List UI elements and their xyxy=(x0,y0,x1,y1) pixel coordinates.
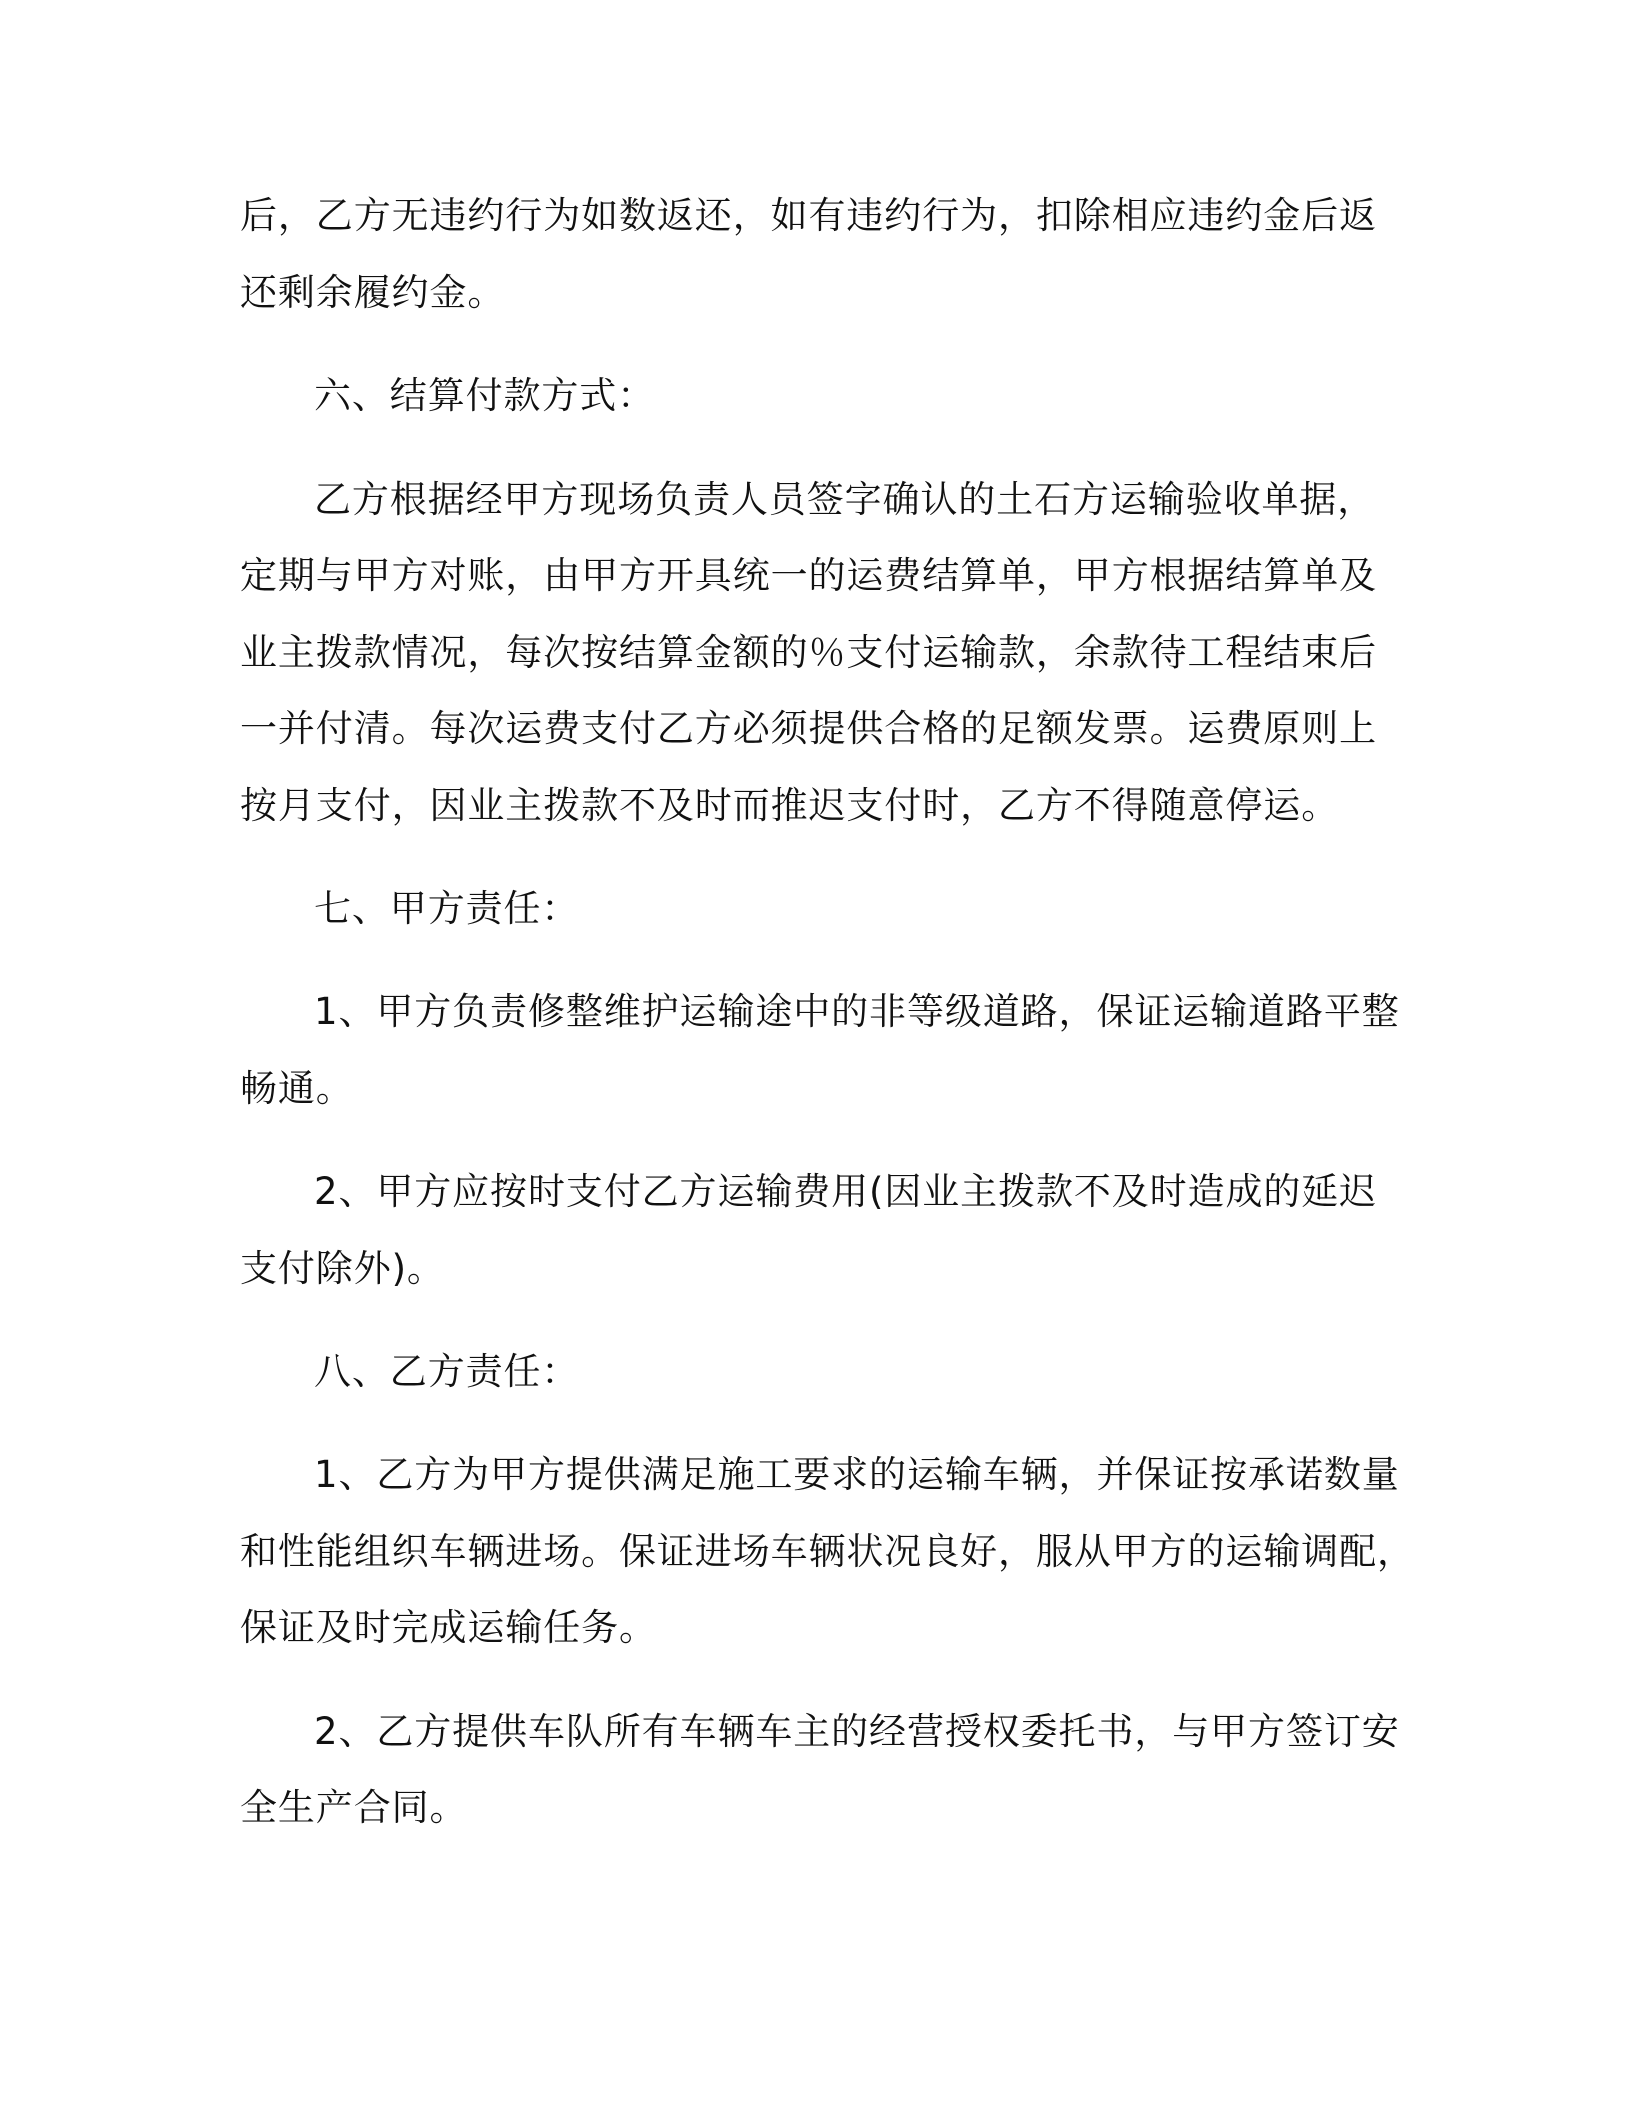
text-line: 一并付清。每次运费支付乙方必须提供合格的足额发票。运费原则上 xyxy=(240,707,1377,750)
text-line: 2、乙方提供车队所有车辆车主的经营授权委托书，与甲方签订安 xyxy=(314,1710,1400,1753)
text-line: 按月支付，因业主拨款不及时而推迟支付时，乙方不得随意停运。 xyxy=(240,784,1340,827)
text-line: 定期与甲方对账，由甲方开具统一的运费结算单，甲方根据结算单及 xyxy=(240,554,1377,597)
text-line: 全生产合同。 xyxy=(240,1786,468,1829)
section-heading-7: 七、甲方责任： xyxy=(314,887,580,930)
text-line: 还剩余履约金。 xyxy=(240,271,506,314)
text-line: 保证及时完成运输任务。 xyxy=(240,1606,657,1649)
text-line: 2、甲方应按时支付乙方运输费用(因业主拨款不及时造成的延迟 xyxy=(314,1170,1378,1213)
text-line: 支付除外)。 xyxy=(240,1247,445,1290)
text-line: 后，乙方无违约行为如数返还，如有违约行为，扣除相应违约金后返 xyxy=(240,194,1377,237)
text-line: 和性能组织车辆进场。保证进场车辆状况良好，服从甲方的运输调配， xyxy=(240,1530,1415,1573)
text-line: 1、乙方为甲方提供满足施工要求的运输车辆，并保证按承诺数量 xyxy=(314,1453,1400,1496)
text-line: 乙方根据经甲方现场负责人员签字确认的土石方运输验收单据， xyxy=(314,478,1376,521)
text-line: 业主拨款情况，每次按结算金额的％支付运输款，余款待工程结束后 xyxy=(240,631,1377,674)
section-heading-6: 六、结算付款方式： xyxy=(314,374,656,417)
text-line: 1、甲方负责修整维护运输途中的非等级道路，保证运输道路平整 xyxy=(314,990,1400,1033)
text-line: 畅通。 xyxy=(240,1067,354,1110)
section-heading-8: 八、乙方责任： xyxy=(314,1350,580,1393)
